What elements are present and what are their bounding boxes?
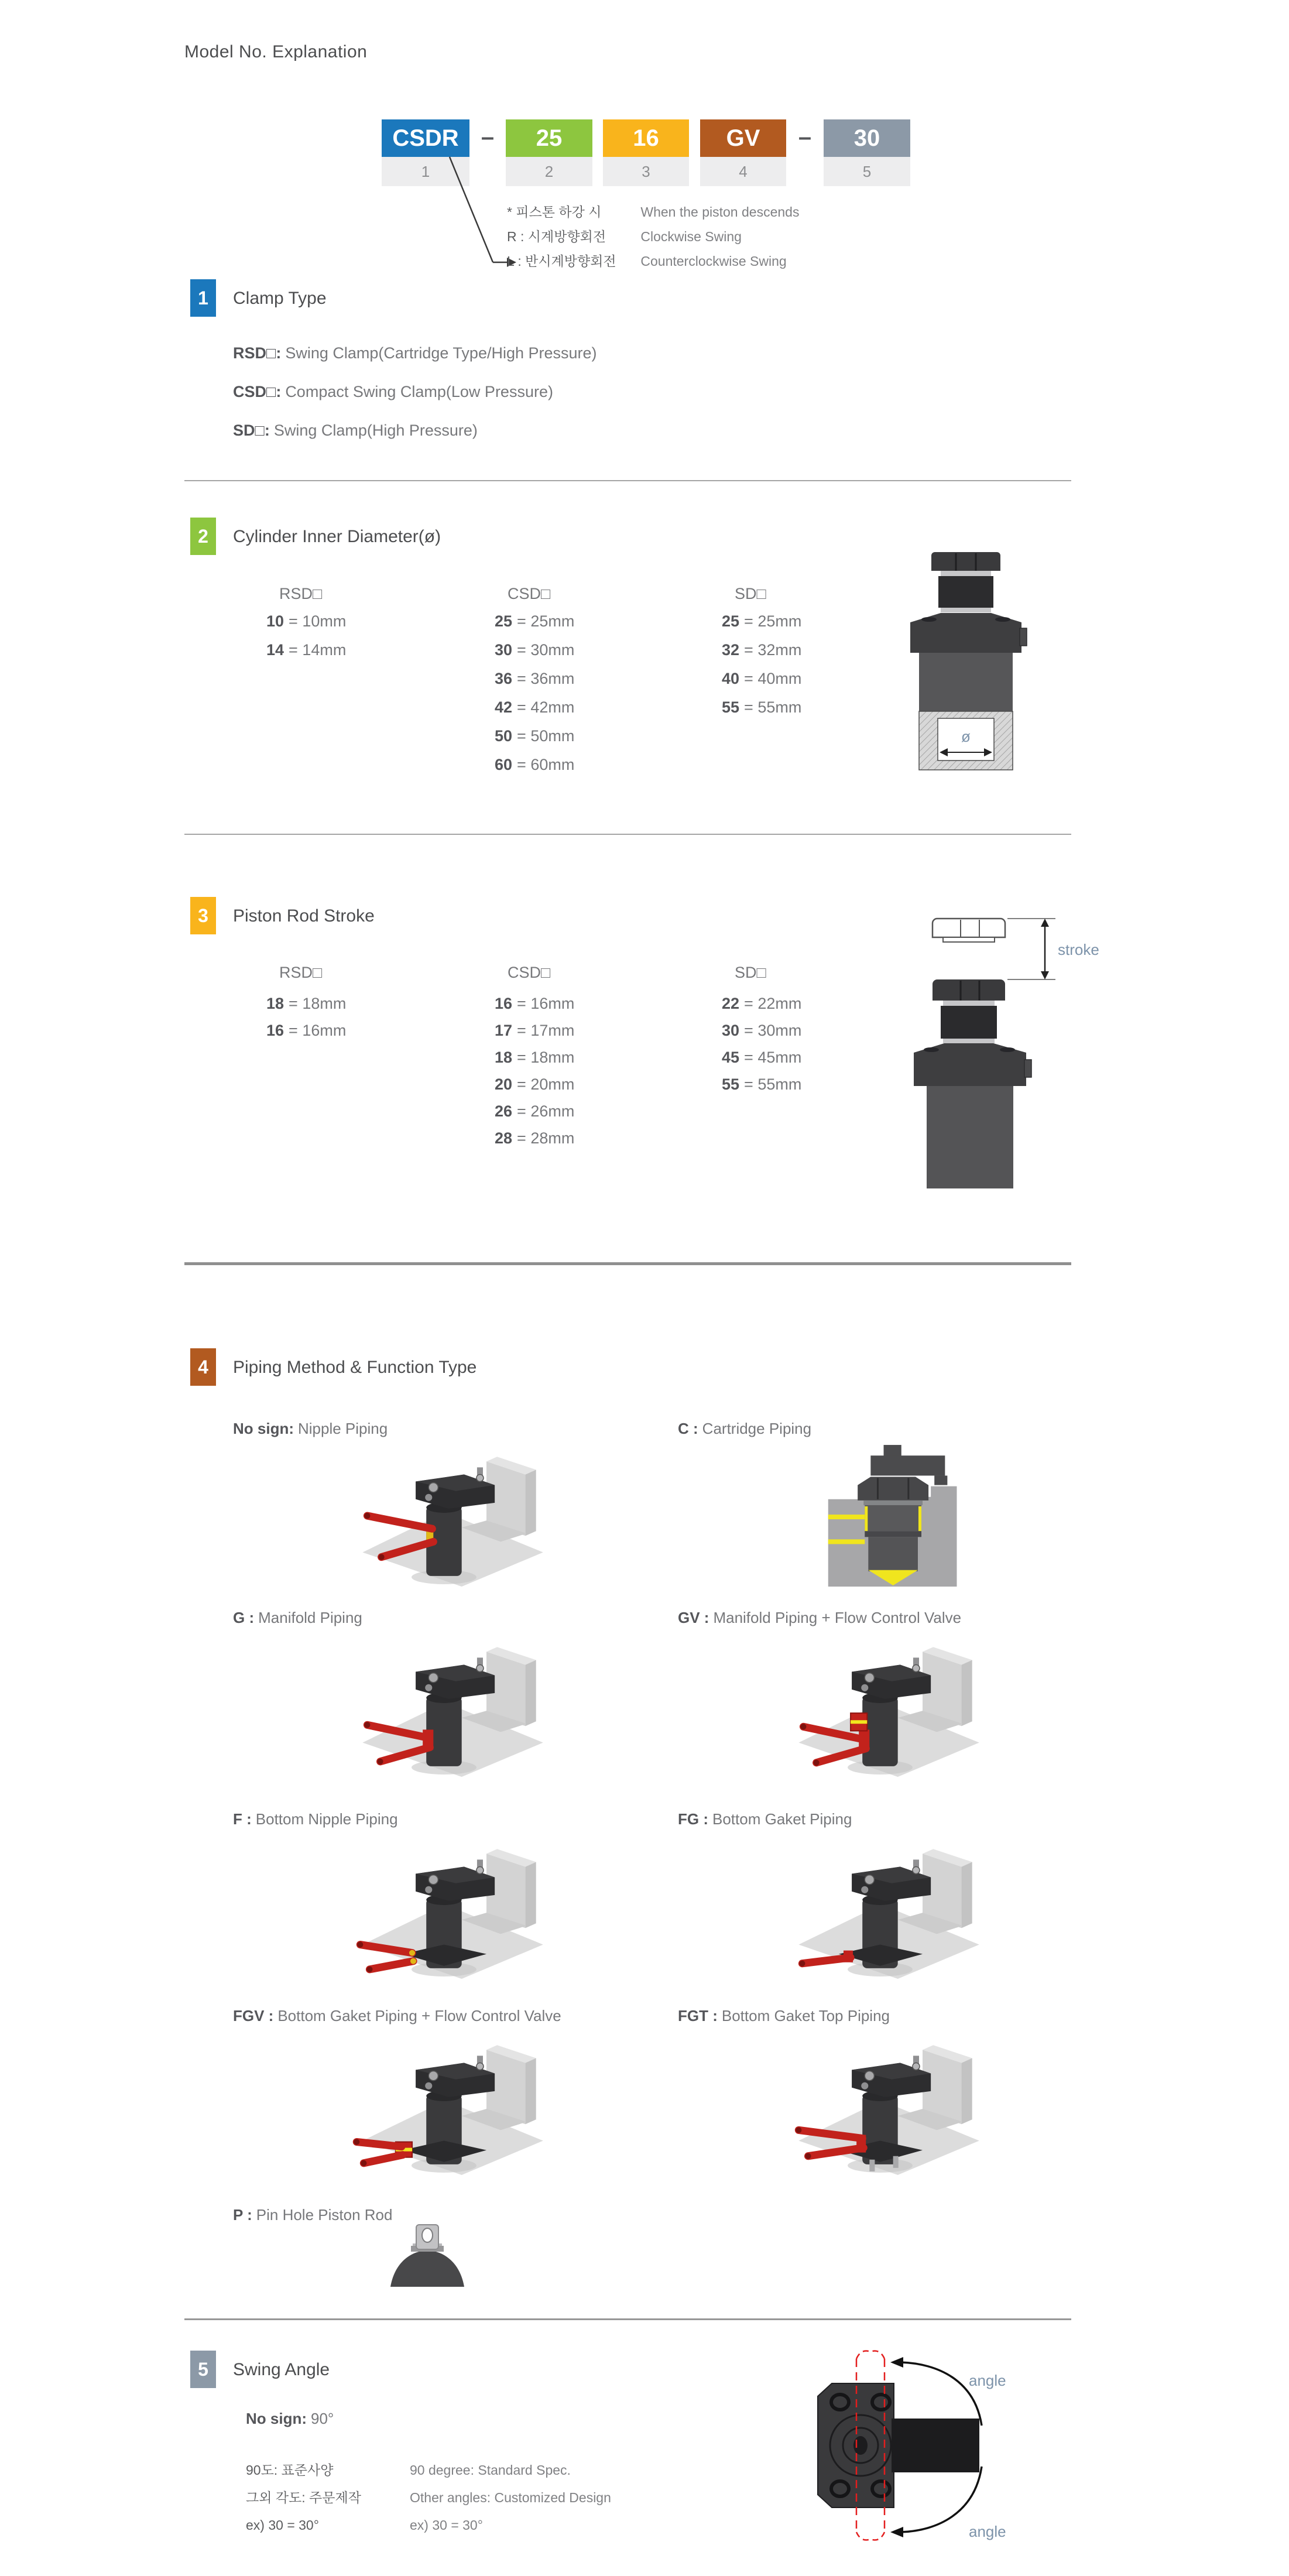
pin-hole-piston-rod-illustration bbox=[378, 2224, 477, 2288]
section-title: Piston Rod Stroke bbox=[233, 906, 375, 926]
bottom-gasket-flow-valve-illustration bbox=[345, 2029, 547, 2176]
diameter-symbol-label: ø bbox=[961, 728, 971, 745]
piping-item-label: FGT : Bottom Gaket Top Piping bbox=[678, 2007, 890, 2025]
column-header: SD□ bbox=[735, 964, 766, 981]
value-row: 20 = 20mm bbox=[495, 1075, 575, 1093]
value-row: 17 = 17mm bbox=[495, 1022, 575, 1039]
value-row: 26 = 26mm bbox=[495, 1102, 575, 1120]
diameter-column-rsd bbox=[266, 585, 346, 670]
note-korean: R : 시계방향회전 bbox=[507, 229, 606, 244]
value-row: 25 = 25mm bbox=[722, 612, 802, 630]
value-row: 40 = 40mm bbox=[722, 670, 802, 687]
item-code: SD□: bbox=[233, 422, 270, 439]
stroke-label: stroke bbox=[1058, 941, 1099, 958]
piping-item-label: FGV : Bottom Gaket Piping + Flow Control Valve bbox=[233, 2007, 561, 2025]
model-code-box-angle: 30 bbox=[824, 119, 910, 157]
manifold-piping-illustration bbox=[345, 1630, 547, 1778]
piping-item-label: FG : Bottom Gaket Piping bbox=[678, 1810, 852, 1828]
section-number-badge: 2 bbox=[190, 518, 216, 555]
value-row: 25 = 25mm bbox=[495, 612, 575, 630]
value-row: 16 = 16mm bbox=[266, 1022, 347, 1039]
section-number-badge: 5 bbox=[190, 2351, 216, 2388]
clamp-type-item bbox=[233, 344, 597, 362]
item-code: CSD□: bbox=[233, 383, 282, 400]
swing-angle-note-korean: ex) 30 = 30° bbox=[246, 2517, 319, 2533]
angle-label-top: angle bbox=[969, 2372, 1006, 2389]
stroke-column-csd bbox=[495, 964, 574, 1156]
value-row: 30 = 30mm bbox=[495, 641, 575, 659]
section-number-badge: 4 bbox=[190, 1348, 216, 1386]
diameter-column-sd bbox=[722, 585, 801, 727]
note-english: When the piston descends bbox=[640, 204, 800, 220]
note-row bbox=[507, 201, 799, 221]
diameter-column-csd bbox=[495, 585, 574, 785]
column-header: CSD□ bbox=[508, 585, 551, 602]
bottom-nipple-piping-illustration bbox=[345, 1832, 547, 1980]
section-title: Piping Method & Function Type bbox=[233, 1358, 477, 1377]
value-row: 16 = 16mm bbox=[495, 995, 575, 1012]
piping-item-label: GV : Manifold Piping + Flow Control Valve bbox=[678, 1609, 962, 1626]
value-row: 10 = 10mm bbox=[266, 612, 347, 630]
column-header: RSD□ bbox=[279, 964, 323, 981]
section-number-badge: 1 bbox=[190, 279, 216, 317]
model-code-position-number: 2 bbox=[506, 157, 592, 186]
swing-angle-note-english: Other angles: Customized Design bbox=[410, 2490, 611, 2505]
model-code-box-diameter: 25 bbox=[506, 119, 592, 157]
swing-angle-note-korean: 그외 각도: 주문제작 bbox=[246, 2490, 361, 2505]
piping-item-label: P : Pin Hole Piston Rod bbox=[233, 2206, 393, 2224]
model-code-box-stroke: 16 bbox=[603, 119, 689, 157]
angle-label-bottom: angle bbox=[969, 2523, 1006, 2540]
clamp-type-item bbox=[233, 422, 478, 440]
swing-angle-note-english: 90 degree: Standard Spec. bbox=[410, 2462, 571, 2478]
rotation-note bbox=[507, 201, 799, 275]
cylinder-diameter-illustration bbox=[904, 547, 1027, 779]
column-header: SD□ bbox=[735, 585, 766, 602]
manifold-flow-valve-illustration bbox=[781, 1630, 983, 1778]
section-title: Clamp Type bbox=[233, 289, 327, 308]
note-korean: L : 반시계방향회전 bbox=[507, 254, 616, 269]
model-code-box-clamp-type: CSDR bbox=[382, 119, 469, 157]
value-row: 60 = 60mm bbox=[495, 756, 575, 773]
stroke-column-sd bbox=[722, 964, 801, 1102]
stroke-column-rsd bbox=[266, 964, 346, 1049]
value-row: 28 = 28mm bbox=[495, 1129, 575, 1147]
cartridge-piping-illustration bbox=[781, 1440, 983, 1588]
value-row: 32 = 32mm bbox=[722, 641, 802, 659]
swing-angle-note-english: ex) 30 = 30° bbox=[410, 2517, 483, 2533]
piston-stroke-illustration bbox=[904, 910, 1139, 1197]
swing-angle-default: No sign: 90° bbox=[246, 2410, 334, 2427]
item-description: Compact Swing Clamp(Low Pressure) bbox=[285, 383, 553, 400]
value-row: 55 = 55mm bbox=[722, 1075, 802, 1093]
section-divider bbox=[184, 834, 1071, 835]
piping-item-label: No sign: Nipple Piping bbox=[233, 1420, 388, 1437]
clamp-type-item bbox=[233, 383, 553, 401]
value-row: 42 = 42mm bbox=[495, 698, 575, 716]
item-description: Swing Clamp(Cartridge Type/High Pressure) bbox=[285, 344, 597, 362]
column-header: RSD□ bbox=[279, 585, 323, 602]
bottom-gasket-piping-illustration bbox=[781, 1832, 983, 1980]
section-divider bbox=[184, 2318, 1071, 2320]
piping-item-label: G : Manifold Piping bbox=[233, 1609, 362, 1626]
section-title: Swing Angle bbox=[233, 2360, 330, 2379]
value-row: 45 = 45mm bbox=[722, 1049, 802, 1066]
column-header: CSD□ bbox=[508, 964, 551, 981]
value-row: 55 = 55mm bbox=[722, 698, 802, 716]
section-divider bbox=[184, 480, 1071, 481]
model-code-dash: – bbox=[798, 124, 812, 150]
section-divider bbox=[184, 1262, 1071, 1265]
note-english: Clockwise Swing bbox=[640, 229, 742, 244]
section-title: Cylinder Inner Diameter(ø) bbox=[233, 527, 441, 546]
model-code-dash: – bbox=[481, 124, 495, 150]
nipple-piping-illustration bbox=[345, 1440, 547, 1588]
piping-item-label: F : Bottom Nipple Piping bbox=[233, 1810, 398, 1828]
value-row: 14 = 14mm bbox=[266, 641, 347, 659]
piping-item-label: C : Cartridge Piping bbox=[678, 1420, 812, 1437]
item-description: Swing Clamp(High Pressure) bbox=[273, 422, 478, 439]
note-row bbox=[507, 226, 799, 245]
note-korean: * 피스톤 하강 시 bbox=[507, 204, 602, 220]
bottom-gasket-top-piping-illustration bbox=[781, 2029, 983, 2176]
swing-angle-note-korean: 90도: 표준사양 bbox=[246, 2462, 334, 2478]
item-code: RSD□: bbox=[233, 344, 282, 362]
note-english: Counterclockwise Swing bbox=[640, 254, 787, 269]
value-row: 18 = 18mm bbox=[495, 1049, 575, 1066]
value-row: 18 = 18mm bbox=[266, 995, 347, 1012]
section-number-badge: 3 bbox=[190, 897, 216, 934]
model-code-position-number: 3 bbox=[603, 157, 689, 186]
swing-angle-illustration bbox=[793, 2339, 1068, 2567]
value-row: 50 = 50mm bbox=[495, 727, 575, 745]
page-title: Model No. Explanation bbox=[184, 42, 368, 61]
model-code-box-piping: GV bbox=[700, 119, 786, 157]
note-row bbox=[507, 251, 799, 270]
value-row: 22 = 22mm bbox=[722, 995, 802, 1012]
value-row: 30 = 30mm bbox=[722, 1022, 802, 1039]
value-row: 36 = 36mm bbox=[495, 670, 575, 687]
model-code-position-number: 1 bbox=[382, 157, 469, 186]
model-code-position-number: 5 bbox=[824, 157, 910, 186]
model-code-position-number: 4 bbox=[700, 157, 786, 186]
